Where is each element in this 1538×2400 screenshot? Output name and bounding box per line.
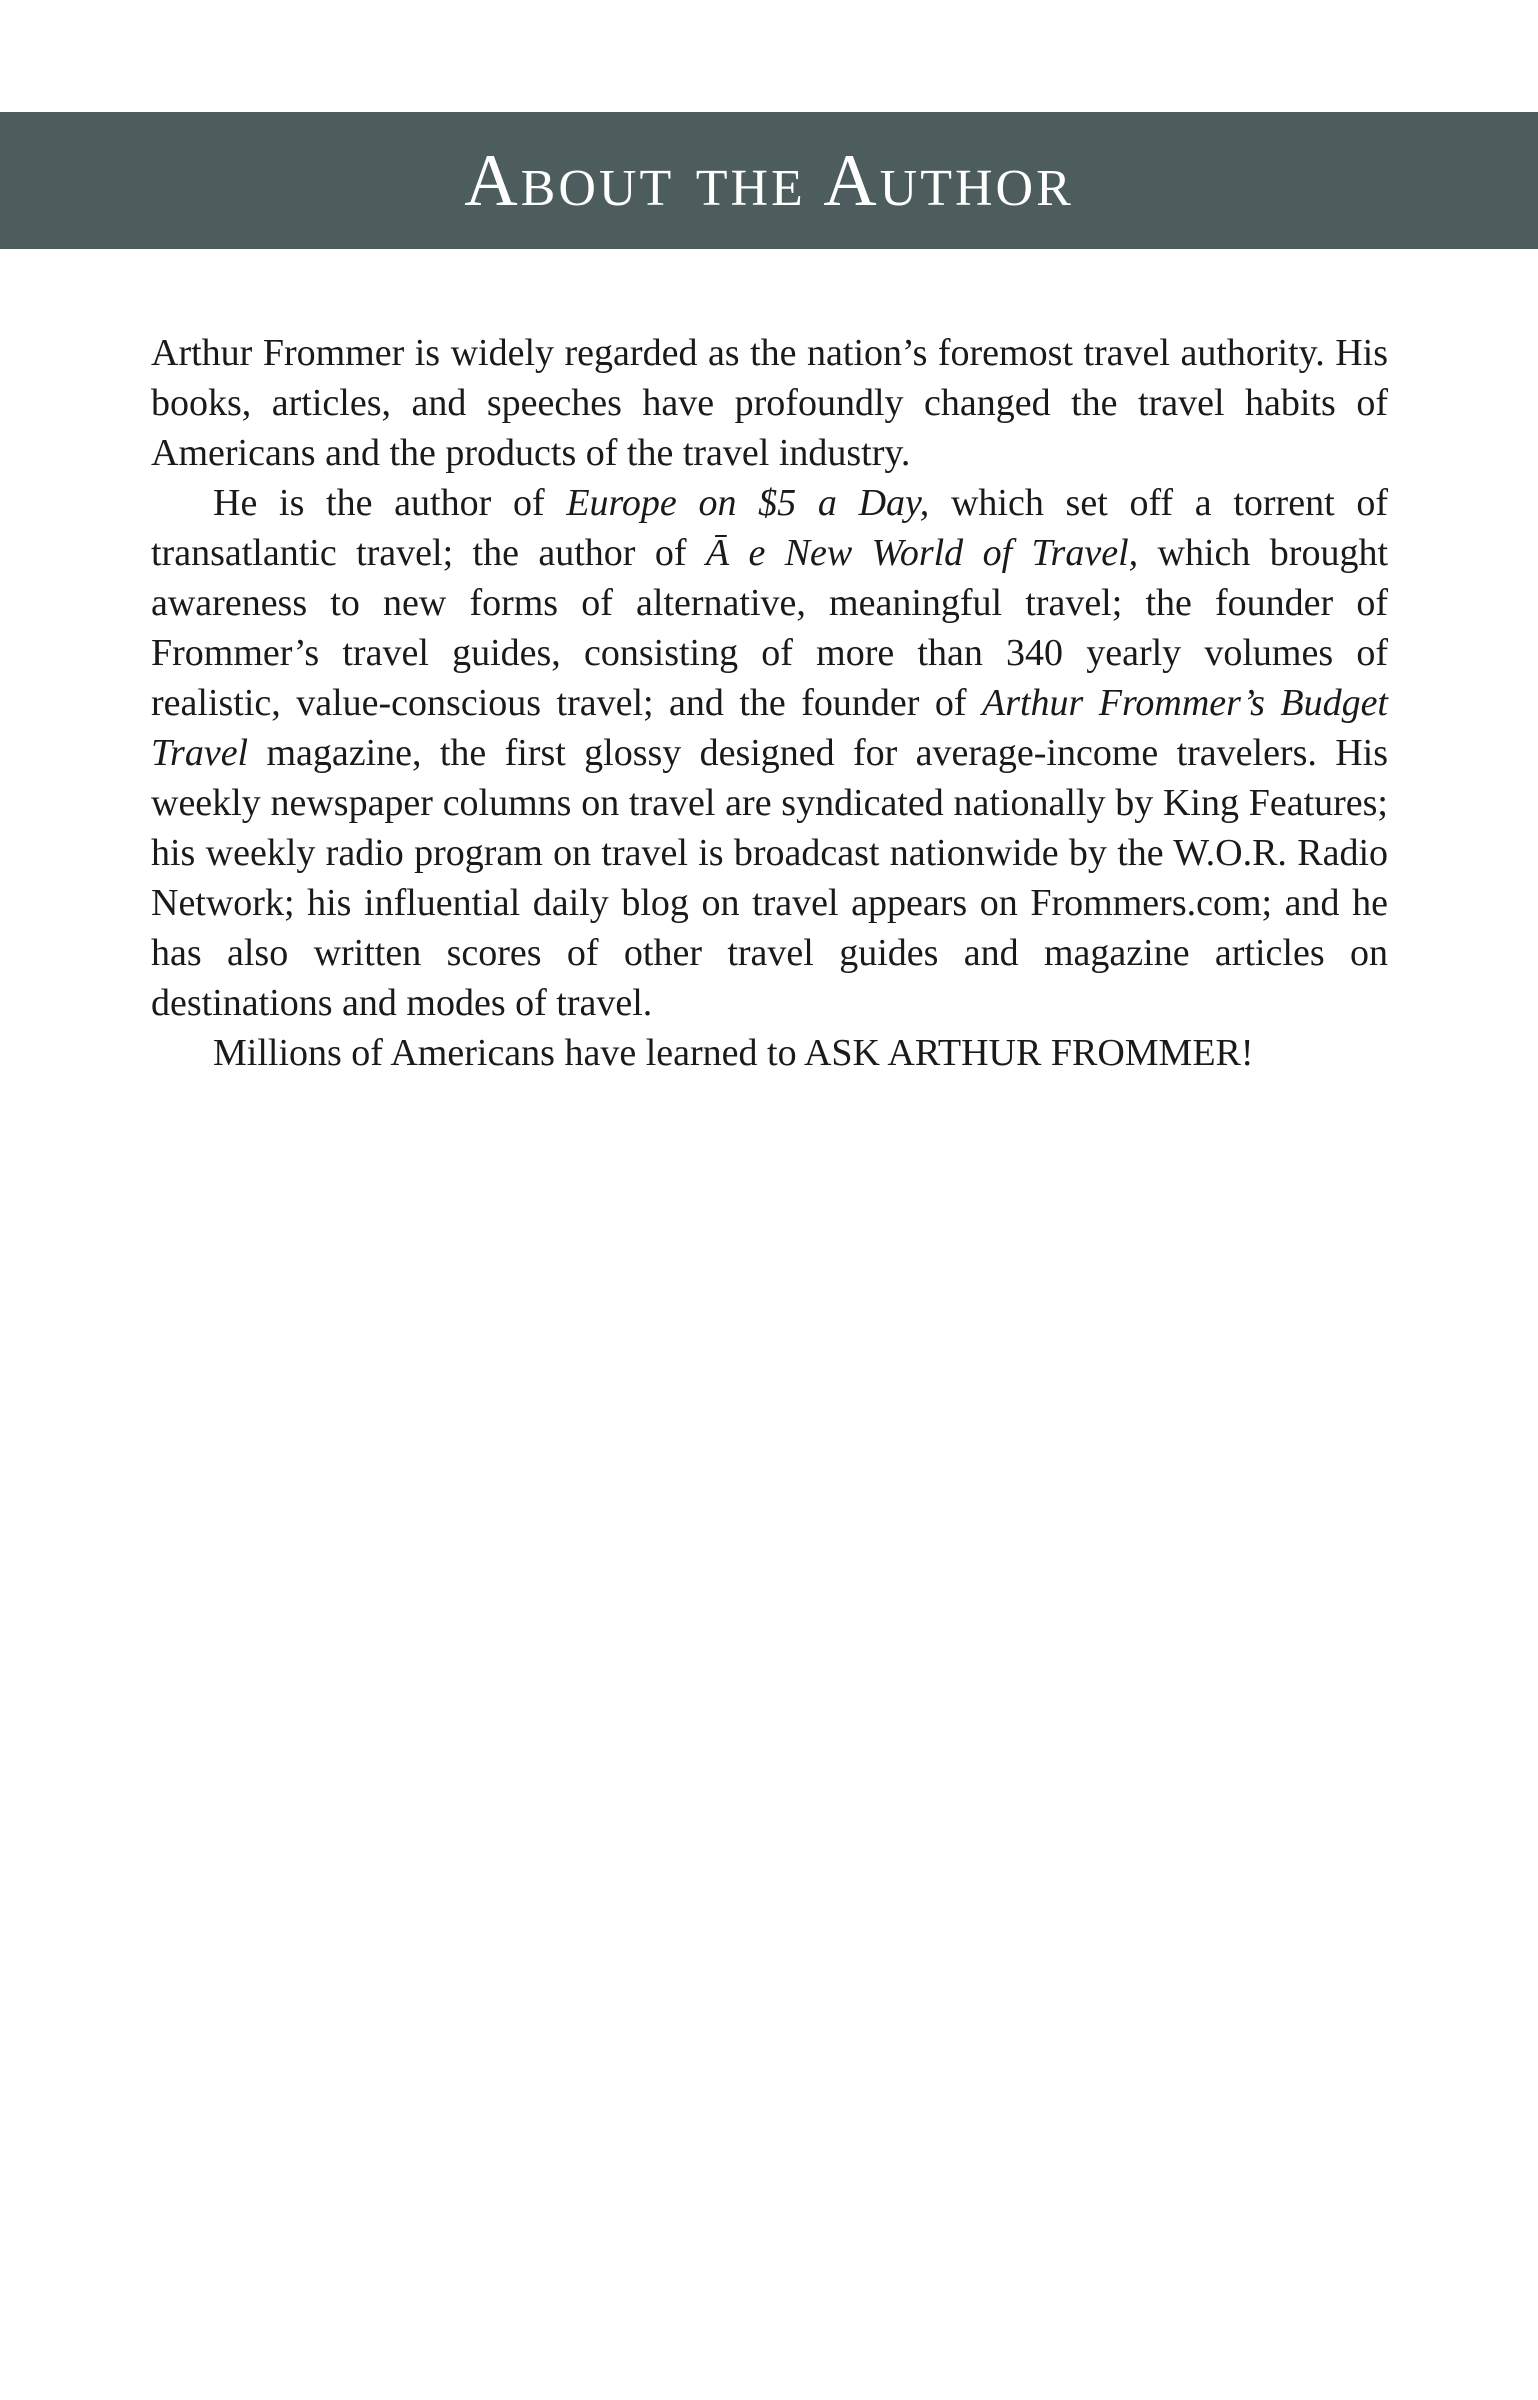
bio-paragraph-2 [151, 478, 1388, 1028]
author-bio [151, 328, 1388, 1078]
bio-paragraph-3: Millions of Americans have learned to ASK ARTHUR FROMMER! [213, 1032, 1254, 1074]
book-title-new-world: Ā e New World of Travel, [705, 532, 1139, 574]
magazine-title-budget-travel: Arthur Frommer’s Budget Travel [151, 682, 1388, 774]
bio-text: which brought awareness to new forms of alternative, meaningful travel; the founder of Frommer’s travel guides, consisting of more than 340 yearly volumes of realistic, value-conscious travel; and the founder of [151, 532, 1388, 724]
bio-text: magazine, the first glossy designed for average-income travelers. His weekly newspaper columns on travel are syndicated nationally by King Features; his weekly radio program on travel is broadcast nationwide by the W.O.R. Radio Network; his influential daily blog on travel appears on Frommers.com; and he has also written scores of other travel guides and magazine articles on destinations and modes of travel. [151, 732, 1388, 1024]
bio-paragraph-1: Arthur Frommer is widely regarded as the nation’s foremost travel authority. His books, articles, and speeches have profoundly changed the travel habits of Americans and the products of the travel industry. [151, 332, 1388, 474]
book-title-europe: Europe on $5 a Day, [566, 482, 930, 524]
bio-text: He is the author of [213, 482, 567, 524]
chapter-title-band [0, 112, 1538, 249]
bio-text: which set off a torrent of transatlantic travel; the author of [151, 482, 1388, 574]
chapter-title: About the Author [464, 139, 1074, 222]
